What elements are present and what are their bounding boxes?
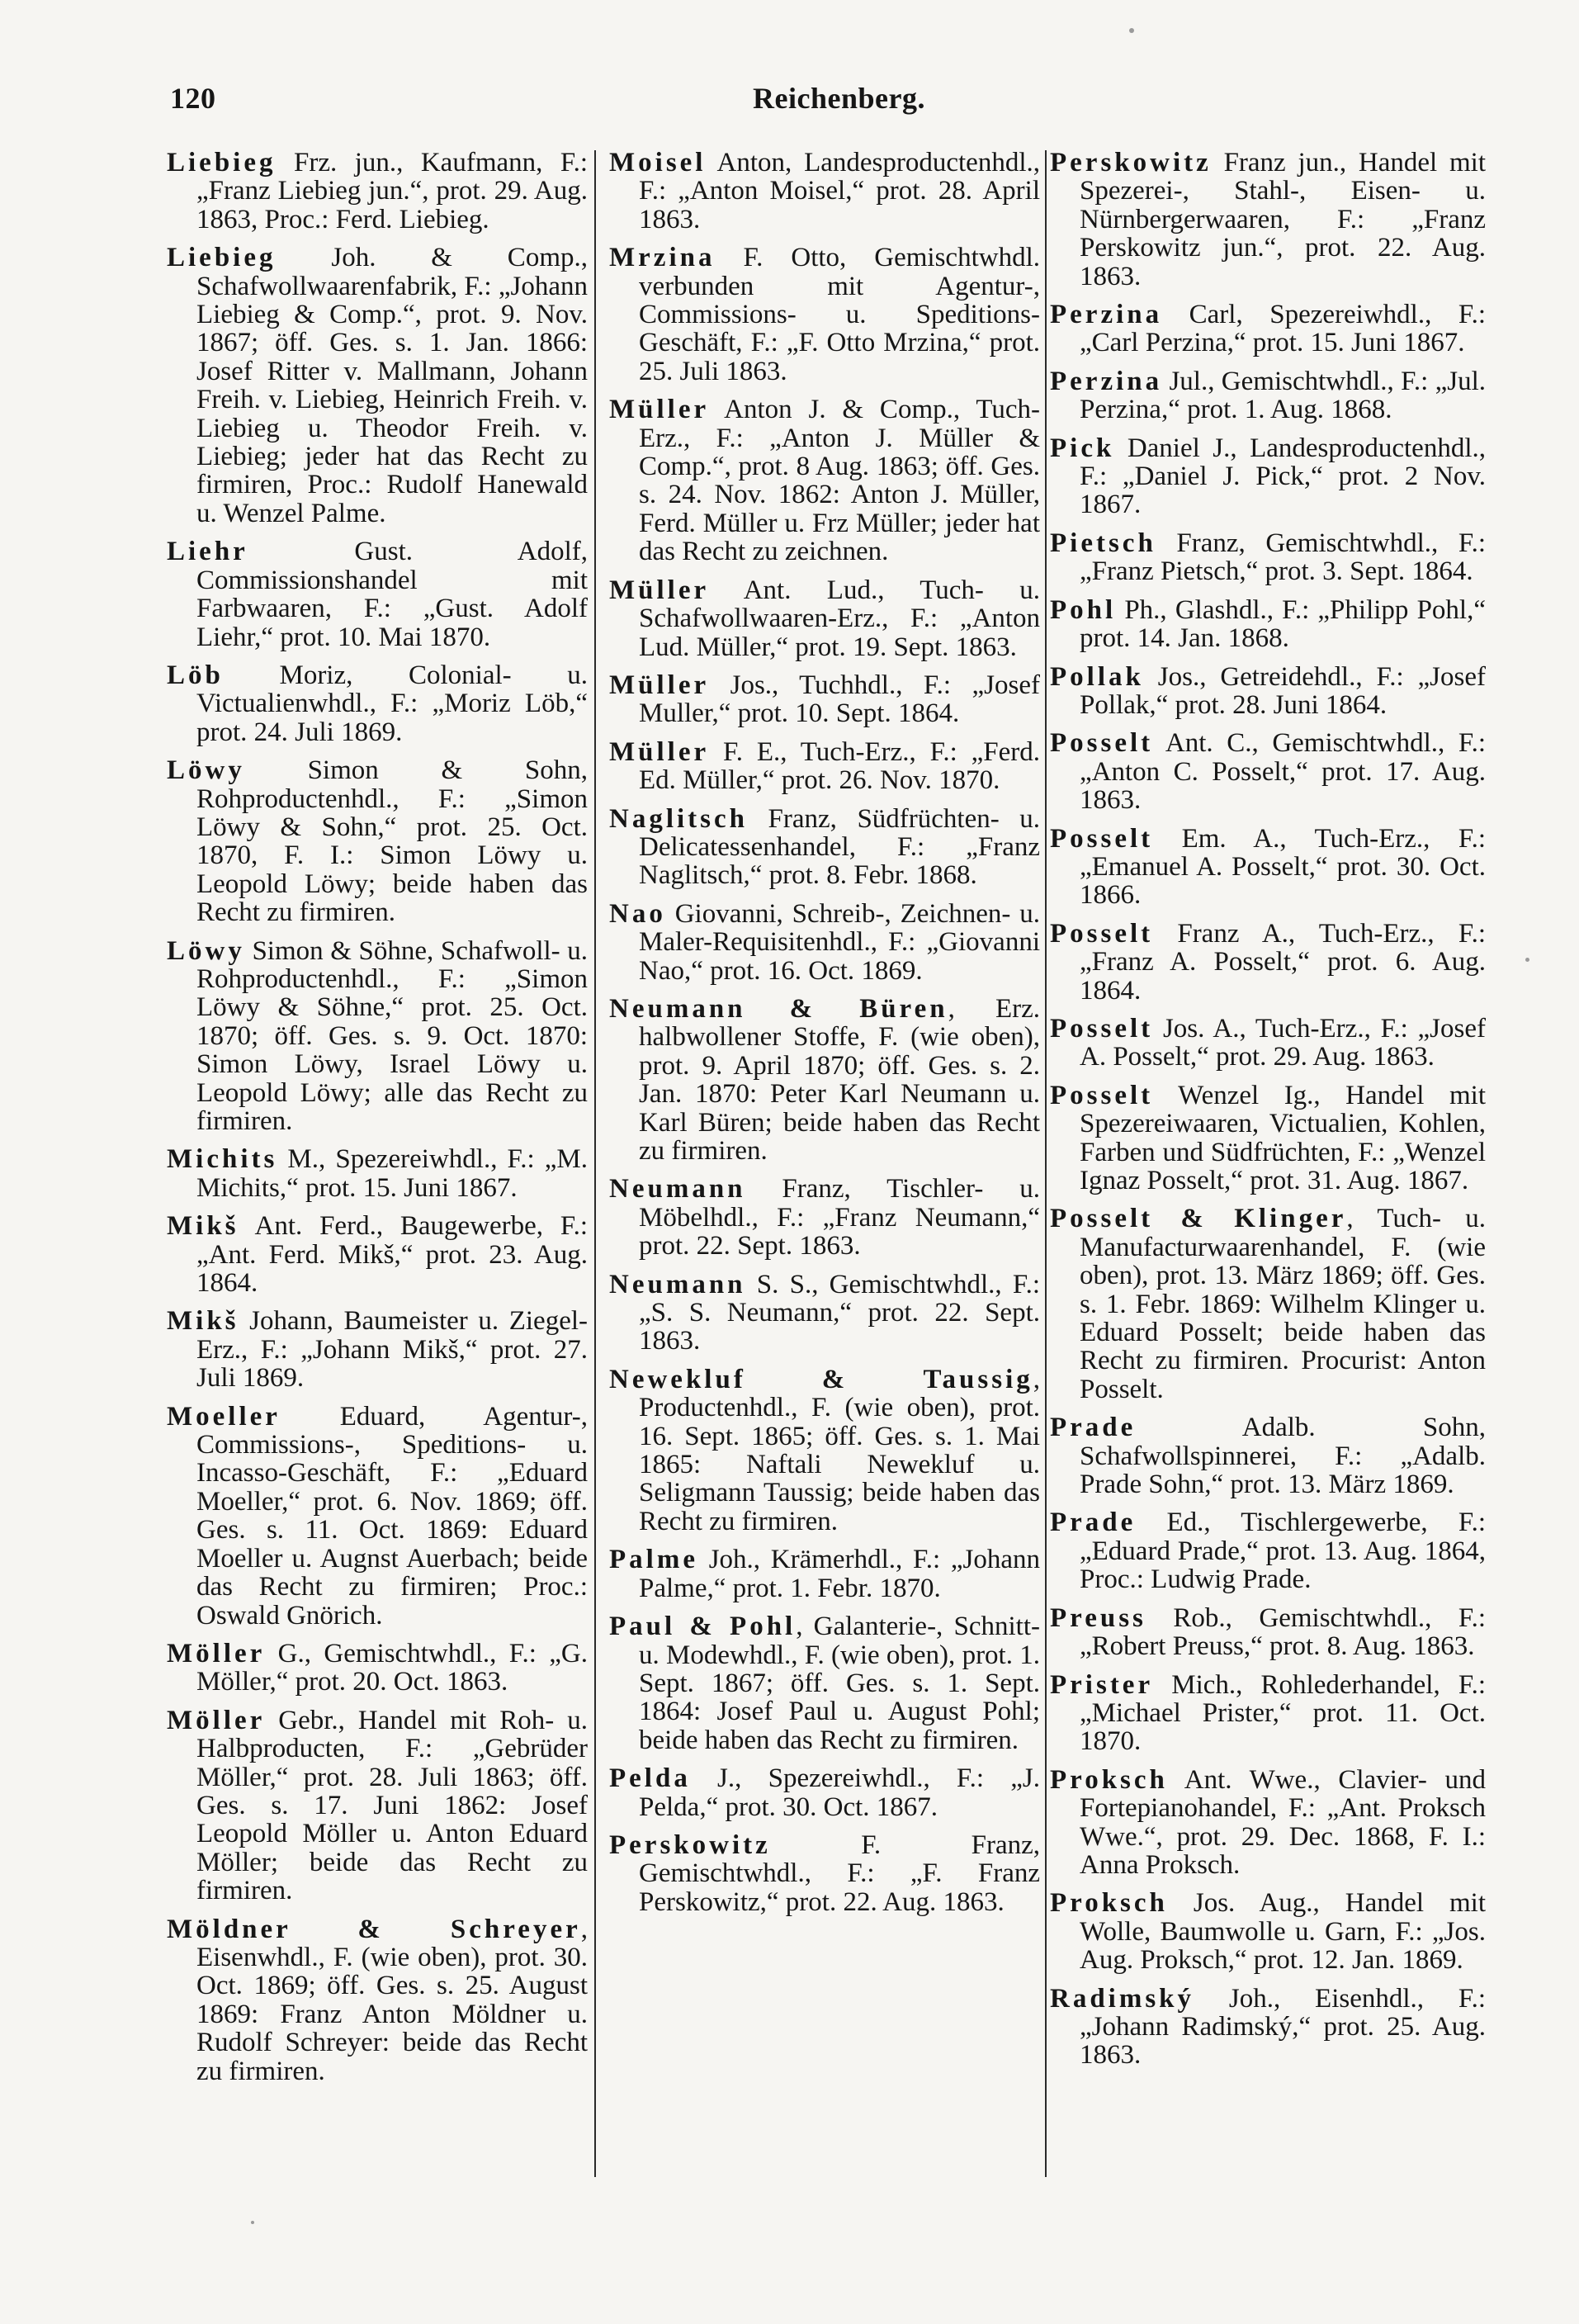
entry-name: Möldner & Schreyer	[167, 1914, 581, 1944]
directory-entry	[1050, 1205, 1486, 1403]
entry-text: Rob., Gemischtwhdl., F.: „Robert Preuss,“ prot. 8. Aug. 1863.	[1080, 1602, 1486, 1662]
entry-name: Posselt	[1050, 1080, 1154, 1110]
directory-entry	[167, 937, 588, 1136]
directory-entry	[609, 1764, 1040, 1821]
directory-entry	[1050, 301, 1486, 357]
entry-name: Perzina	[1050, 366, 1163, 396]
entry-name: Pick	[1050, 433, 1115, 463]
directory-entry	[167, 756, 588, 926]
entry-text: Johann, Baumeister u. Ziegel-Erz., F.: „Johann Mikš,“ prot. 27. Juli 1869.	[196, 1306, 588, 1394]
entry-name: Pollak	[1050, 661, 1144, 692]
entry-name: Müller	[609, 575, 710, 605]
print-speck	[1129, 28, 1134, 33]
directory-entry	[167, 661, 588, 746]
entry-text: Franz, Gemischtwhdl., F.: „Franz Pietsch,“ prot. 3. Sept. 1864.	[1080, 528, 1486, 587]
directory-entry	[167, 1640, 588, 1697]
entry-text: Anton J. & Comp., Tuch-Erz., F.: „Anton J. Müller & Comp.“, prot. 8 Aug. 1863; öff. Ges. s. 24. Nov. 1862: Anton J. Müller, Ferd. Müller u. Frz Müller; jeder hat das Recht zu zeichnen.	[639, 395, 1040, 567]
entry-name: Proksch	[1050, 1764, 1168, 1795]
entry-name: Liehr	[167, 537, 248, 567]
entry-name: Neumann & Büren	[609, 993, 948, 1024]
entry-text: Em. A., Tuch-Erz., F.: „Emanuel A. Posselt,“ prot. 30. Oct. 1866.	[1080, 823, 1486, 911]
directory-entry	[1050, 596, 1486, 653]
directory-entry	[1050, 663, 1486, 720]
directory-entry	[609, 395, 1040, 566]
entry-text: S. S., Gemischtwhdl., F.: „S. S. Neumann,“ prot. 22. Sept. 1863.	[639, 1269, 1040, 1356]
column-3	[1050, 149, 1486, 2180]
entry-name: Pohl	[1050, 594, 1117, 625]
directory-entry	[167, 1307, 588, 1392]
entry-text: F. Franz, Gemischtwhdl., F.: „F. Franz Perskowitz,“ prot. 22. Aug. 1863.	[639, 1829, 1040, 1917]
entry-name: Prade	[1050, 1508, 1137, 1538]
entry-text: Jos. Aug., Handel mit Wolle, Baumwolle u. Garn, F.: „Jos. Aug. Proksch,“ prot. 12. Jan. 1869.	[1080, 1888, 1486, 1976]
entry-name: Pietsch	[1050, 528, 1156, 558]
entry-name: Mikš	[167, 1211, 239, 1242]
entry-name: Naglitsch	[609, 803, 748, 834]
directory-entry	[1050, 1889, 1486, 1974]
directory-entry	[609, 995, 1040, 1165]
entry-name: Mrzina	[609, 243, 716, 273]
page-header	[165, 81, 1444, 130]
column-1	[167, 149, 588, 2180]
entry-name: Löb	[167, 660, 224, 690]
running-title: Reichenberg.	[753, 82, 925, 115]
directory-entry	[1050, 729, 1486, 814]
entry-text: G., Gemischtwhdl., F.: „G. Möller,“ prot. 20. Oct. 1863.	[196, 1638, 588, 1697]
directory-entry	[1050, 1082, 1486, 1195]
entry-name: Posselt	[1050, 823, 1154, 854]
entry-text: Mich., Rohlederhandel, F.: „Michael Prister,“ prot. 11. Oct. 1870.	[1080, 1669, 1486, 1757]
entry-name: Müller	[609, 395, 710, 425]
directory-entry	[167, 1212, 588, 1297]
entry-text: Franz, Südfrüchten- u. Delicatessenhandel, F.: „Franz Naglitsch,“ prot. 8. Febr. 1868.	[639, 803, 1040, 891]
directory-entry	[1050, 1413, 1486, 1498]
entry-name: Müller	[609, 736, 710, 767]
directory-entry	[167, 244, 588, 528]
directory-entry	[1050, 920, 1486, 1005]
entry-name: Müller	[609, 670, 710, 700]
directory-entry	[167, 1706, 588, 1905]
entry-name: Perskowitz	[1050, 149, 1212, 177]
entry-text: Joh. & Comp., Schafwollwaarenfabrik, F.: „Johann Liebieg & Comp.“, prot. 9. Nov. 1867; öff. Ges. s. 1. Jan. 1866: Josef Ritter v. Mallmann, Johann Freih. v. Liebieg, Heinrich Freih. v. Liebieg u. Theodor Freih. v. Liebieg; jeder hat das Recht zu firmiren, Proc.: Rudolf Hanewald u. Wenzel Palme.	[196, 243, 588, 528]
directory-entry	[1050, 825, 1486, 910]
entry-name: Posselt & Klinger	[1050, 1204, 1347, 1234]
print-speck	[251, 2221, 254, 2224]
entry-text: Jos., Tuchhdl., F.: „Josef Muller,“ prot. 10. Sept. 1864.	[639, 670, 1040, 729]
entry-text: Moriz, Colonial- u. Victualienwhdl., F.: „Moriz Löb,“ prot. 24. Juli 1869.	[196, 660, 588, 747]
entry-text: Franz, Tischler- u. Möbelhdl., F.: „Franz Neumann,“ prot. 22. Sept. 1863.	[639, 1174, 1040, 1261]
entry-text: Anton, Landesproductenhdl., F.: „Anton Moisel,“ prot. 28. April 1863.	[639, 149, 1040, 234]
directory-entry	[609, 244, 1040, 386]
entry-text: F. E., Tuch-Erz., F.: „Ferd. Ed. Müller,“ prot. 26. Nov. 1870.	[639, 736, 1040, 796]
directory-entry	[609, 1831, 1040, 1916]
entry-text: Simon & Sohn, Rohproductenhdl., F.: „Simon Löwy & Sohn,“ prot. 25. Oct. 1870, F. I.: Simon Löwy u. Leopold Löwy; beide haben das Recht zu firmiren.	[196, 755, 588, 928]
entry-name: Löwy	[167, 935, 245, 966]
entry-name: Perzina	[1050, 300, 1163, 330]
entry-text: Carl, Spezereiwhdl., F.: „Carl Perzina,“ prot. 15. Juni 1867.	[1080, 300, 1486, 358]
entry-text: Jul., Gemischtwhdl., F.: „Jul. Perzina,“ prot. 1. Aug. 1868.	[1080, 366, 1486, 425]
column-divider	[1045, 150, 1047, 2177]
directory-entry	[609, 576, 1040, 661]
entry-name: Paul & Pohl	[609, 1612, 797, 1642]
directory-entry	[167, 1403, 588, 1630]
entry-text: Ed., Tischlergewerbe, F.: „Eduard Prade,“ prot. 13. Aug. 1864, Proc.: Ludwig Prade.	[1080, 1508, 1486, 1595]
entry-text: Eduard, Agentur-, Commissions-, Speditions- u. Incasso-Geschäft, F.: „Eduard Moeller,“ prot. 6. Nov. 1869; öff. Ges. s. 11. Oct. 1869: Eduard Moeller u. Augnst Auerbach; beide das Recht zu firmiren; Proc.: Oswald Gnörich.	[196, 1401, 588, 1631]
entry-text: Gebr., Handel mit Roh- u. Halbproducten, F.: „Gebrüder Möller,“ prot. 28. Juli 1863; öff. Ges. s. 17. Juni 1862: Josef Leopold Möller u. Anton Eduard Möller; beide das Recht zu firmiren.	[196, 1705, 588, 1906]
directory-entry	[1050, 1671, 1486, 1756]
entry-text: M., Spezereiwhdl., F.: „M. Michits,“ prot. 15. Juni 1867.	[196, 1144, 588, 1203]
entry-name: Proksch	[1050, 1888, 1168, 1919]
entry-text: Ant. Lud., Tuch- u. Schafwollwaaren-Erz., F.: „Anton Lud. Müller,“ prot. 19. Sept. 1863.	[639, 575, 1040, 662]
entry-name: Prister	[1050, 1669, 1154, 1700]
entry-name: Moisel	[609, 149, 707, 177]
entry-text: Daniel J., Landesproductenhdl., F.: „Daniel J. Pick,“ prot. 2 Nov. 1867.	[1080, 433, 1486, 520]
directory-entry	[167, 1145, 588, 1202]
directory-entry	[1050, 1015, 1486, 1072]
entry-name: Liebieg	[167, 243, 277, 273]
directory-entry	[609, 1366, 1040, 1536]
entry-text: J., Spezereiwhdl., F.: „J. Pelda,“ prot. 30. Oct. 1867.	[639, 1763, 1040, 1822]
directory-entry	[609, 900, 1040, 985]
directory-entry	[1050, 1508, 1486, 1593]
entry-name: Posselt	[1050, 728, 1154, 759]
entry-name: Mikš	[167, 1306, 239, 1337]
entry-name: Michits	[167, 1144, 278, 1175]
entry-text: Simon & Söhne, Schafwoll- u. Rohproductenhdl., F.: „Simon Löwy & Söhne,“ prot. 25. Oct. 1870; öff. Ges. s. 9. Oct. 1870: Simon Löwy, Israel Löwy u. Leopold Löwy; alle das Recht zu firmiren.	[196, 935, 588, 1136]
directory-entry	[609, 1175, 1040, 1260]
directory-entry	[167, 149, 588, 234]
entry-name: Radimský	[1050, 1983, 1195, 2014]
column-divider	[594, 150, 596, 2177]
entry-text: Ant. Ferd., Baugewerbe, F.: „Ant. Ferd. Mikš,“ prot. 23. Aug. 1864.	[196, 1211, 588, 1299]
entry-text: F. Otto, Gemischtwhdl. verbunden mit Agentur-, Commissions- u. Speditions-Geschäft, F.: „F. Otto Mrzina,“ prot. 25. Juli 1863.	[639, 243, 1040, 386]
directory-entry	[1050, 367, 1486, 424]
entry-text: Giovanni, Schreib-, Zeichnen- u. Maler-Requisitenhdl., F.: „Giovanni Nao,“ prot. 16. Oct. 1869.	[639, 898, 1040, 986]
print-speck	[1525, 958, 1529, 962]
entry-text: , Productenhdl., F. (wie oben), prot. 16. Sept. 1865; öff. Ges. s. 1. Mai 1865: Naftali Newekluf u. Seligmann Taussig; beide haben das Recht zu firmiren.	[639, 1364, 1040, 1536]
directory-entry	[609, 671, 1040, 728]
entry-text: Franz jun., Handel mit Spezerei-, Stahl-, Eisen- u. Nürnbergerwaaren, F.: „Franz Perskowitz jun.“, prot. 22. Aug. 1863.	[1080, 149, 1486, 291]
entry-text: , Eisenwhdl., F. (wie oben), prot. 30. Oct. 1869; öff. Ges. s. 25. August 1869: Franz Anton Möldner u. Rudolf Schreyer: beide das Recht zu firmiren.	[196, 1914, 588, 2086]
directory-entry	[609, 805, 1040, 890]
directory-entry	[1050, 1604, 1486, 1661]
column-2	[609, 149, 1040, 2180]
entry-name: Liebieg	[167, 149, 277, 177]
directory-entry	[609, 1612, 1040, 1754]
entry-name: Perskowitz	[609, 1829, 771, 1860]
entry-text: Joh., Eisenhdl., F.: „Johann Radimský,“ prot. 25. Aug. 1863.	[1080, 1983, 1486, 2071]
entry-name: Palme	[609, 1545, 698, 1575]
entry-text: Franz A., Tuch-Erz., F.: „Franz A. Posselt,“ prot. 6. Aug. 1864.	[1080, 918, 1486, 1006]
entry-text: Gust. Adolf, Commissionshandel mit Farbwaaren, F.: „Gust. Adolf Liehr,“ prot. 10. Mai 1870.	[196, 537, 588, 652]
directory-entry	[1050, 434, 1486, 519]
directory-entry	[609, 1271, 1040, 1356]
entry-name: Preuss	[1050, 1602, 1146, 1633]
directory-entry	[167, 1915, 588, 2085]
directory-entry	[1050, 1766, 1486, 1880]
entry-name: Möller	[167, 1638, 266, 1668]
entry-name: Nao	[609, 898, 666, 929]
entry-text: Adalb. Sohn, Schafwollspinnerei, F.: „Adalb. Prade Sohn,“ prot. 13. März 1869.	[1080, 1413, 1486, 1500]
entry-name: Newekluf & Taussig	[609, 1364, 1033, 1394]
entry-name: Neumann	[609, 1269, 746, 1299]
directory-entry	[1050, 149, 1486, 291]
page-number: 120	[170, 82, 216, 115]
directory-entry	[1050, 529, 1486, 586]
directory-entry	[1050, 1985, 1486, 2070]
entry-name: Posselt	[1050, 918, 1154, 949]
entry-text: Jos. A., Tuch-Erz., F.: „Josef A. Posselt,“ prot. 29. Aug. 1863.	[1080, 1013, 1486, 1072]
entry-name: Möller	[167, 1705, 266, 1735]
entry-text: , Erz. halbwollener Stoffe, F. (wie oben), prot. 9. April 1870; öff. Ges. s. 2. Jan. 1870: Peter Karl Neumann u. Karl Büren; beide haben das Recht zu firmiren.	[639, 993, 1040, 1166]
entry-text: Jos., Getreidehdl., F.: „Josef Pollak,“ prot. 28. Juni 1864.	[1080, 661, 1486, 720]
entry-text: , Galanterie-, Schnitt- u. Modewhdl., F. (wie oben), prot. 1. Sept. 1867; öff. Ges. s. 1. Sept. 1864: Josef Paul u. August Pohl; beide haben das Recht zu firmiren.	[639, 1612, 1040, 1755]
directory-entry	[167, 537, 588, 651]
entry-name: Posselt	[1050, 1013, 1154, 1044]
entry-text: Joh., Krämerhdl., F.: „Johann Palme,“ prot. 1. Febr. 1870.	[639, 1545, 1040, 1603]
entry-name: Prade	[1050, 1413, 1137, 1443]
directory-entry	[609, 738, 1040, 795]
entry-text: Frz. jun., Kaufmann, F.: „Franz Liebieg jun.“, prot. 29. Aug. 1863, Proc.: Ferd. Liebieg.	[196, 149, 588, 234]
entry-name: Pelda	[609, 1763, 691, 1794]
directory-entry	[609, 149, 1040, 234]
entry-text: Wenzel Ig., Handel mit Spezereiwaaren, Victualien, Kohlen, Farben und Südfrüchten, F.: „Wenzel Ignaz Posselt,“ prot. 31. Aug. 1867.	[1080, 1080, 1486, 1195]
entry-text: , Tuch- u. Manufacturwaarenhandel, F. (wie oben), prot. 13. März 1869; öff. Ges. s. 1. Febr. 1869: Wilhelm Klinger u. Eduard Posselt; beide haben das Recht zu firmiren. Procurist: Anton Posselt.	[1080, 1204, 1486, 1404]
entry-text: Ph., Glashdl., F.: „Philipp Pohl,“ prot. 14. Jan. 1868.	[1080, 594, 1486, 654]
entry-name: Löwy	[167, 755, 245, 786]
entry-text: Ant. Wwe., Clavier- und Fortepianohandel, F.: „Ant. Proksch Wwe.“, prot. 29. Dec. 1868, F. I.: Anna Proksch.	[1080, 1764, 1486, 1880]
directory-entry	[609, 1545, 1040, 1602]
entry-name: Moeller	[167, 1401, 281, 1432]
entry-name: Neumann	[609, 1174, 746, 1205]
entry-text: Ant. C., Gemischtwhdl., F.: „Anton C. Posselt,“ prot. 17. Aug. 1863.	[1080, 728, 1486, 816]
